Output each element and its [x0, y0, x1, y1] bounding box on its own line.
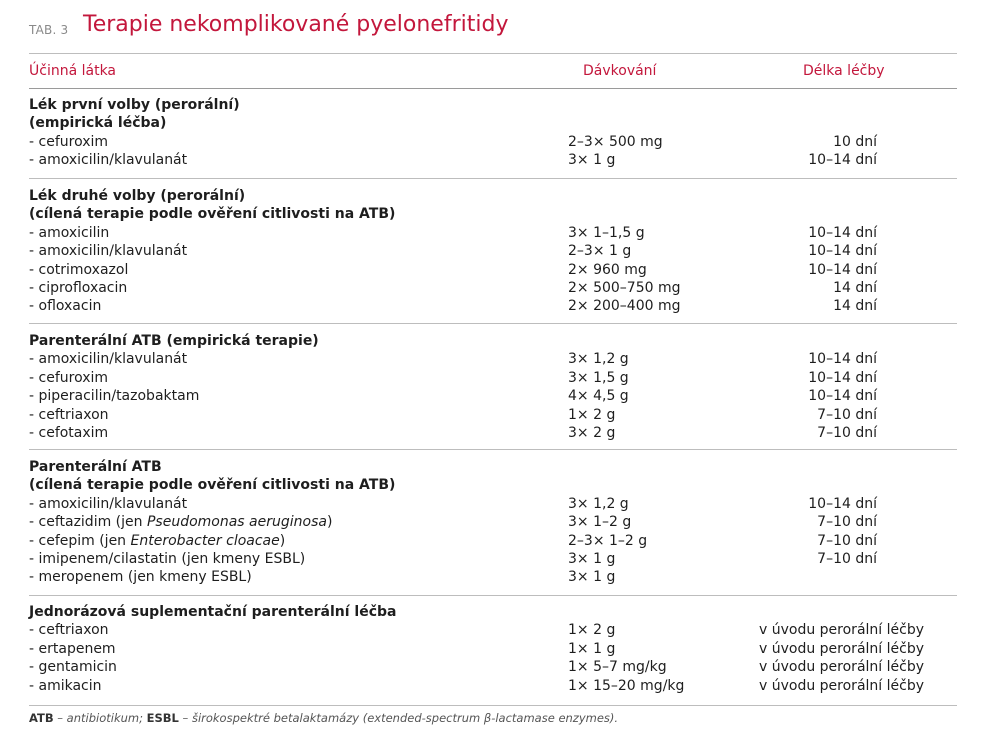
duration-cell: 7–10 dní: [817, 551, 877, 567]
duration-cell: 14 dní: [833, 298, 877, 315]
dose-cell: 3× 2 g: [568, 425, 616, 441]
footnote-def-esbl: – širokospektré betalaktamázy (extended-spectrum β-lactamase enzymes).: [178, 711, 619, 725]
table-row: [0, 621, 986, 640]
table-row: [0, 133, 986, 152]
agent-name: - amoxicilin/klavulanát: [29, 152, 188, 169]
dose-cell: 3× 1–1,5 g: [568, 224, 645, 241]
duration-cell: 7–10 dní: [817, 532, 877, 549]
agent-cell: [29, 350, 187, 369]
agent-name: - gentamicin: [29, 659, 117, 676]
agent-cell: [29, 677, 102, 696]
table-row: [0, 387, 986, 406]
agent-cell: [29, 133, 108, 152]
agent-name: - piperacilin/tazobaktam: [29, 388, 200, 405]
table-row: [0, 424, 986, 443]
agent-cell: [29, 513, 332, 532]
duration-cell: 7–10 dní: [817, 425, 877, 441]
dose-cell: 3× 1–2 g: [568, 514, 632, 531]
agent-name: - ceftriaxon: [29, 406, 109, 423]
agent-cell: [29, 532, 285, 551]
agent-cell: [29, 406, 109, 425]
dose-cell: 3× 1,5 g: [568, 369, 629, 386]
agent-cell: [29, 242, 187, 261]
dose-cell: 2–3× 500 mg: [568, 133, 663, 150]
section-heading: [0, 114, 986, 133]
agent-suffix: ): [326, 514, 333, 531]
section-heading: [0, 205, 986, 224]
section-heading: [0, 187, 986, 206]
section-heading-text: Parenterální ATB: [29, 459, 162, 475]
section-divider: [29, 178, 957, 179]
table-row: [0, 279, 986, 298]
agent-name: - imipenem/cilastatin (jen kmeny ESBL): [29, 551, 306, 567]
section-heading-text: Lék první volby (perorální): [29, 97, 240, 113]
agent-name: - amoxicilin/klavulanát: [29, 351, 188, 368]
duration-cell: 10–14 dní: [808, 152, 877, 169]
section-heading-text: Jednorázová suplementační parenterální léčba: [29, 604, 397, 620]
section-divider: [29, 595, 957, 596]
duration-cell: 10–14 dní: [808, 243, 877, 260]
table-number-label: TAB. 3: [29, 23, 69, 37]
duration-cell: 10–14 dní: [808, 224, 877, 241]
agent-name: - meropenem (jen kmeny ESBL): [29, 569, 252, 586]
table-row: [0, 677, 986, 696]
duration-cell: v úvodu perorální léčby: [759, 640, 924, 657]
dose-cell: 3× 1,2 g: [568, 351, 629, 368]
agent-cell: [29, 297, 101, 316]
agent-name: - cefuroxim: [29, 133, 109, 150]
table-row: [0, 151, 986, 170]
footnote-abbr-atb: ATB: [29, 711, 54, 725]
duration-cell: v úvodu perorální léčby: [759, 677, 924, 694]
organism-name: Enterobacter cloacae: [130, 532, 280, 549]
dose-cell: 3× 1 g: [568, 551, 616, 567]
dose-cell: 1× 2 g: [568, 406, 616, 423]
dose-cell: 2× 960 mg: [568, 261, 647, 278]
agent-cell: [29, 424, 108, 443]
duration-cell: 10–14 dní: [808, 369, 877, 386]
duration-cell: 10 dní: [833, 133, 877, 150]
table-row: [0, 350, 986, 369]
agent-suffix: ): [279, 532, 286, 549]
table-row: [0, 495, 986, 514]
duration-cell: v úvodu perorální léčby: [759, 622, 924, 639]
duration-cell: 7–10 dní: [817, 406, 877, 423]
section-heading: [0, 603, 986, 622]
agent-name: - amoxicilin: [29, 224, 110, 241]
section-heading: [0, 476, 986, 495]
agent-name: - ciprofloxacin: [29, 280, 128, 296]
agent-cell: [29, 495, 187, 514]
table-row: [0, 568, 986, 587]
dose-cell: 4× 4,5 g: [568, 388, 629, 405]
section-divider: [29, 705, 957, 706]
section-heading-text: (empirická léčba): [29, 115, 167, 132]
agent-cell: [29, 151, 187, 170]
agent-cell: [29, 279, 127, 298]
agent-name: - ceftriaxon: [29, 622, 109, 639]
agent-cell: [29, 658, 117, 677]
agent-name: - cefepim (jen: [29, 532, 131, 549]
column-header-dose: Dávkování: [583, 63, 657, 79]
agent-name: - cotrimoxazol: [29, 261, 129, 278]
duration-cell: 14 dní: [833, 280, 877, 296]
table-row: [0, 224, 986, 243]
dose-cell: 1× 1 g: [568, 640, 616, 657]
table-row: [0, 658, 986, 677]
dose-cell: 3× 1 g: [568, 152, 616, 169]
agent-name: - cefuroxim: [29, 369, 109, 386]
footnote-abbr-esbl: ESBL: [146, 711, 179, 725]
dose-cell: 1× 15–20 mg/kg: [568, 677, 685, 694]
duration-cell: 10–14 dní: [808, 261, 877, 278]
section-heading: [0, 458, 986, 477]
organism-name: Pseudomonas aeruginosa: [146, 514, 327, 531]
section-divider: [29, 323, 957, 324]
column-header-duration: Délka léčby: [803, 63, 885, 79]
table-row: [0, 532, 986, 551]
dose-cell: 2–3× 1 g: [568, 243, 632, 260]
agent-name: - ceftazidim (jen: [29, 514, 147, 531]
dose-cell: 1× 2 g: [568, 622, 616, 639]
agent-name: - ertapenem: [29, 640, 116, 657]
table-row: [0, 261, 986, 280]
table-row: [0, 406, 986, 425]
dose-cell: 2× 200–400 mg: [568, 298, 681, 315]
duration-cell: 10–14 dní: [808, 351, 877, 368]
dose-cell: 2–3× 1–2 g: [568, 532, 648, 549]
agent-cell: [29, 568, 252, 587]
section-heading: [0, 96, 986, 115]
agent-name: - amikacin: [29, 677, 102, 694]
dose-cell: 3× 1 g: [568, 569, 616, 586]
agent-name: - amoxicilin/klavulanát: [29, 243, 188, 260]
dose-cell: 3× 1,2 g: [568, 495, 629, 512]
section-heading: [0, 332, 986, 351]
table-row: [0, 369, 986, 388]
section-heading-text: (cílená terapie podle ověření citlivosti na ATB): [29, 477, 396, 494]
section-divider: [29, 449, 957, 450]
page-title: Terapie nekomplikované pyelonefritidy: [83, 12, 509, 37]
footnote-def-atb: – antibiotikum;: [53, 711, 147, 725]
agent-cell: [29, 640, 116, 659]
table-row: [0, 297, 986, 316]
agent-cell: [29, 224, 109, 243]
duration-cell: 10–14 dní: [808, 388, 877, 405]
agent-cell: [29, 369, 108, 388]
duration-cell: 10–14 dní: [808, 495, 877, 512]
agent-cell: [29, 261, 128, 280]
table-row: [0, 550, 986, 569]
agent-name: - ofloxacin: [29, 298, 102, 315]
dose-cell: 2× 500–750 mg: [568, 280, 681, 296]
section-heading-text: (cílená terapie podle ověření citlivosti na ATB): [29, 206, 396, 223]
dose-cell: 1× 5–7 mg/kg: [568, 659, 667, 676]
table-row: [0, 640, 986, 659]
duration-cell: v úvodu perorální léčby: [759, 659, 924, 676]
section-heading-text: Parenterální ATB (empirická terapie): [29, 333, 319, 349]
table-row: [0, 513, 986, 532]
column-header-agent: Účinná látka: [29, 63, 117, 79]
table-row: [0, 242, 986, 261]
agent-cell: [29, 387, 199, 406]
agent-name: - amoxicilin/klavulanát: [29, 495, 188, 512]
footnote: [29, 711, 618, 725]
duration-cell: 7–10 dní: [817, 514, 877, 531]
agent-cell: [29, 621, 109, 640]
agent-cell: [29, 550, 305, 569]
agent-name: - cefotaxim: [29, 425, 109, 441]
section-heading-text: Lék druhé volby (perorální): [29, 188, 246, 204]
